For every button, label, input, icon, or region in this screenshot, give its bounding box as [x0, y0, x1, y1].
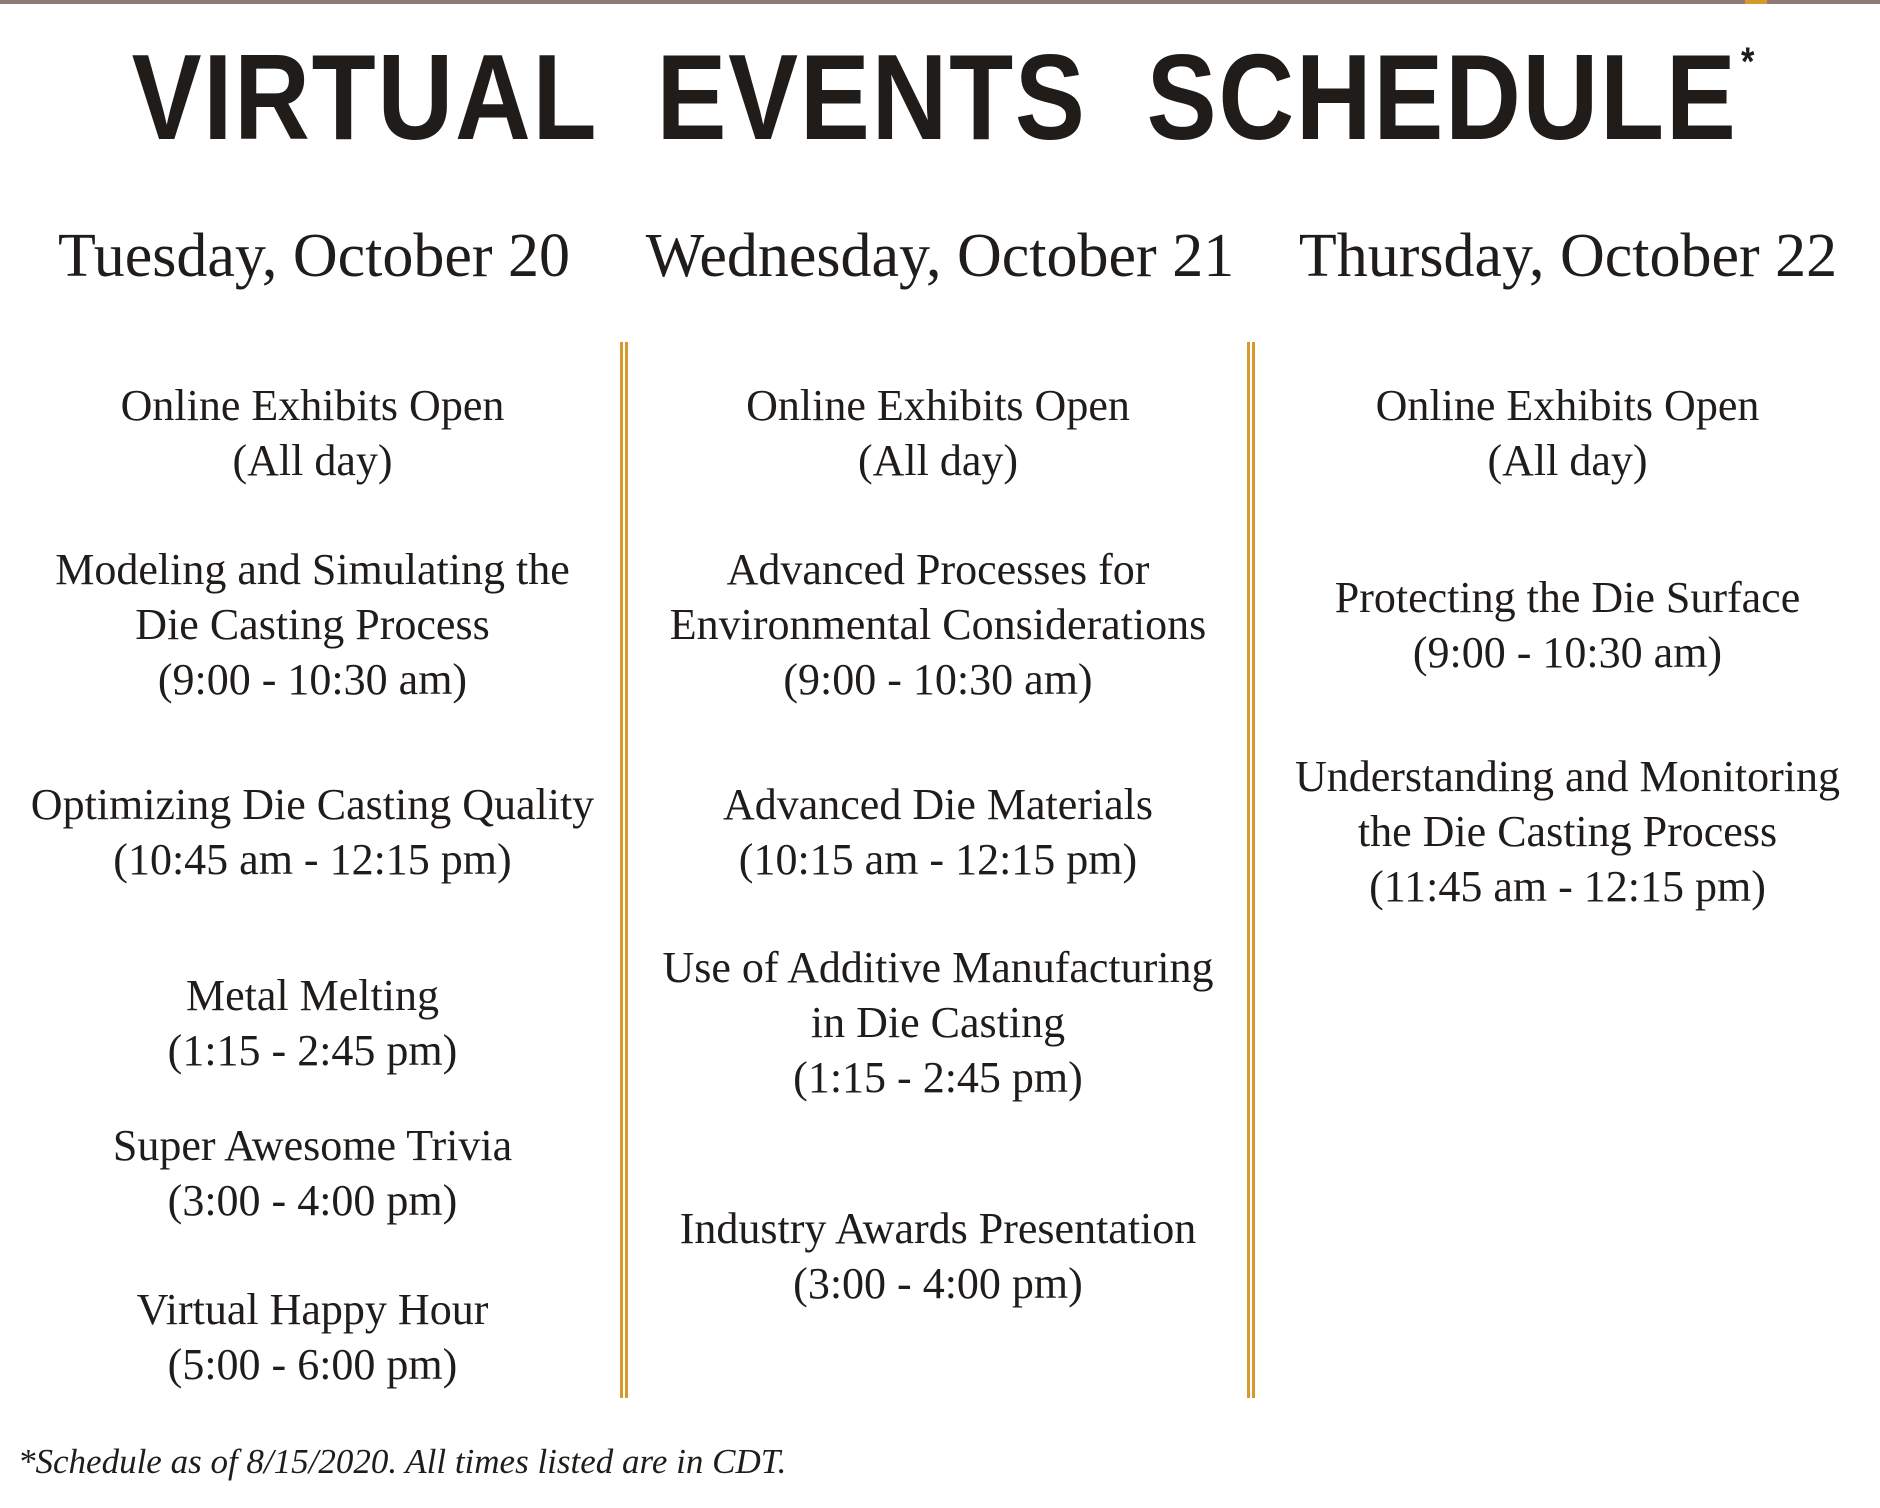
event-time: (11:45 am - 12:15 pm)	[1369, 862, 1766, 911]
event-title: Die Casting Process	[135, 600, 490, 649]
footnote: *Schedule as of 8/15/2020. All times listed are in CDT.	[18, 1442, 787, 1481]
day-column-thursday	[1255, 0, 1880, 1508]
event-title: in Die Casting	[810, 998, 1066, 1047]
event-title: Protecting the Die Surface	[1334, 573, 1801, 622]
event-time: (All day)	[232, 436, 393, 485]
event-title: Online Exhibits Open	[1375, 381, 1760, 430]
day-header-thursday: Thursday, October 22	[1298, 222, 1838, 290]
event-item	[0, 1118, 625, 1228]
event-title: Metal Melting	[186, 971, 439, 1020]
event-title: Super Awesome Trivia	[112, 1121, 513, 1170]
event-item	[0, 378, 625, 488]
event-time: (3:00 - 4:00 pm)	[793, 1259, 1083, 1308]
event-time: (9:00 - 10:30 am)	[157, 655, 468, 704]
event-title: Advanced Processes for	[726, 545, 1150, 594]
event-item	[0, 542, 625, 707]
event-time: (1:15 - 2:45 pm)	[167, 1026, 458, 1075]
event-time: (9:00 - 10:30 am)	[1412, 628, 1723, 677]
event-time: (All day)	[1487, 436, 1648, 485]
event-title: the Die Casting Process	[1357, 807, 1778, 856]
event-item	[628, 777, 1248, 887]
event-title: Optimizing Die Casting Quality	[30, 780, 595, 829]
event-title: Industry Awards Presentation	[679, 1204, 1197, 1253]
day-column-wednesday	[628, 0, 1248, 1508]
event-item	[1255, 378, 1880, 488]
event-item	[1255, 749, 1880, 914]
event-item	[628, 542, 1248, 707]
event-time: (10:45 am - 12:15 pm)	[113, 835, 512, 884]
title-asterisk: *	[1741, 40, 1757, 84]
event-time: (10:15 am - 12:15 pm)	[738, 835, 1138, 884]
event-item	[1255, 570, 1880, 680]
event-time: (5:00 - 6:00 pm)	[167, 1340, 458, 1389]
event-title: Use of Additive Manufacturing	[662, 943, 1214, 992]
event-item	[628, 940, 1248, 1105]
event-item	[628, 1201, 1248, 1311]
day-header-tuesday: Tuesday, October 20	[58, 222, 571, 290]
event-time: (3:00 - 4:00 pm)	[167, 1176, 458, 1225]
event-item	[0, 1282, 625, 1392]
event-time: (9:00 - 10:30 am)	[783, 655, 1093, 704]
day-column-tuesday	[0, 0, 625, 1508]
event-time: (1:15 - 2:45 pm)	[793, 1053, 1083, 1102]
page-title-text: VIRTUAL EVENTS SCHEDULE	[131, 29, 1738, 165]
event-title: Online Exhibits Open	[120, 381, 505, 430]
event-title: Modeling and Simulating the	[55, 545, 570, 594]
event-title: Understanding and Monitoring	[1294, 752, 1841, 801]
column-divider-right	[1247, 342, 1255, 1398]
event-time: (All day)	[857, 436, 1019, 485]
event-title: Environmental Considerations	[669, 600, 1207, 649]
event-title: Virtual Happy Hour	[136, 1285, 489, 1334]
day-header-wednesday: Wednesday, October 21	[645, 222, 1235, 290]
event-title: Online Exhibits Open	[746, 381, 1130, 430]
event-item	[0, 968, 625, 1078]
event-item	[628, 378, 1248, 488]
event-item	[0, 777, 625, 887]
event-title: Advanced Die Materials	[722, 780, 1154, 829]
